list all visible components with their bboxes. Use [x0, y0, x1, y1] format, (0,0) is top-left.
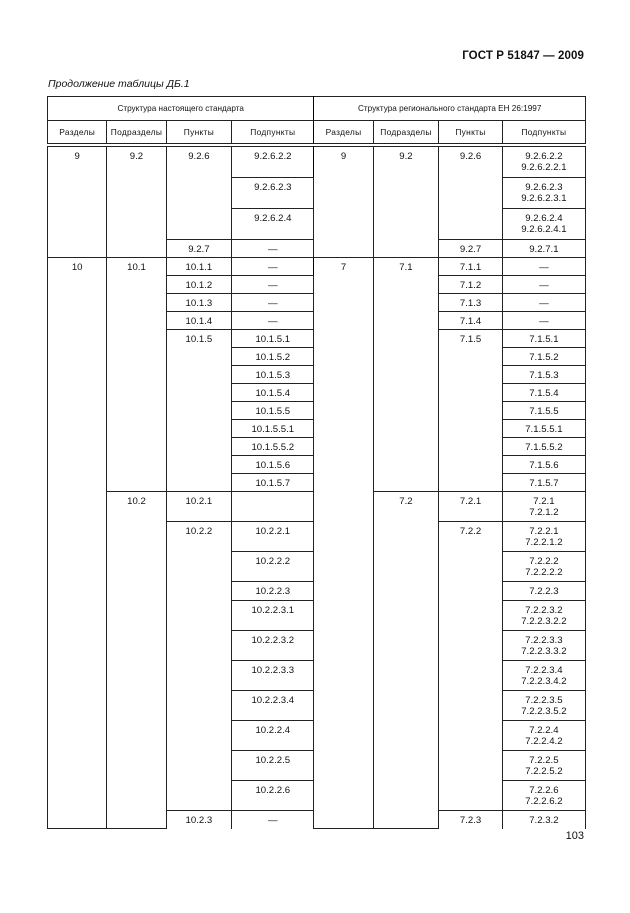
- subclause-cell: 10.2.2.6: [232, 781, 314, 811]
- subclause-cell: 10.1.5.5.2: [232, 438, 314, 456]
- section-cell: 10: [48, 258, 107, 829]
- clause-cell: 7.1.3: [439, 294, 502, 312]
- subclause-cell: [502, 178, 585, 209]
- subsection-cell: 10.2: [107, 492, 166, 829]
- column-header-row: [48, 121, 586, 144]
- subclause-cell: [502, 691, 585, 721]
- col-header: Подпункты: [502, 121, 585, 144]
- subclause-cell: 7.1.5.7: [502, 474, 585, 492]
- clause-cell: 9.2.6: [166, 147, 232, 240]
- subclause-line: 7.2.2.3.3: [525, 635, 563, 646]
- subclause-line: 7.2.2.2.2: [525, 567, 563, 578]
- subclause-line: 7.2.2.2: [529, 556, 559, 567]
- subclause-line: 7.2.2.3.2.2: [521, 616, 567, 627]
- subclause-cell: 10.2.2.2: [232, 552, 314, 582]
- col-header: Пункты: [439, 121, 502, 144]
- clause-cell: 9.2.6: [439, 147, 502, 240]
- subclause-cell: 10.2.2.1: [232, 522, 314, 552]
- subclause-line: 7.2.2.3.5: [525, 695, 563, 706]
- subclause-cell: 9.2.6.2.4: [232, 209, 314, 240]
- subclause-cell: [502, 631, 585, 661]
- subsection-cell: 10.1: [107, 258, 166, 492]
- subclause-line: 9.2.6.2.4: [525, 213, 563, 224]
- subclause-line: 7.2.2.6: [529, 785, 559, 796]
- subclause-cell: 10.2.2.3.3: [232, 661, 314, 691]
- subclause-cell: 9.2.6.2.2: [232, 147, 314, 178]
- page-number: 103: [565, 830, 584, 842]
- subclause-cell: —: [502, 312, 585, 330]
- group-header-right: Структура регионального стандарта ЕН 26:1997: [314, 97, 586, 121]
- correspondence-table: [47, 96, 586, 829]
- subclause-cell: 10.2.2.3.4: [232, 691, 314, 721]
- subclause-cell: 7.1.5.3: [502, 366, 585, 384]
- subsection-cell: 9.2: [373, 147, 439, 258]
- clause-cell: 10.1.5: [166, 330, 232, 492]
- subclause-cell: 7.1.5.5.2: [502, 438, 585, 456]
- subsection-cell: 9.2: [107, 147, 166, 258]
- subclause-line: 7.2.2.4.2: [525, 736, 563, 747]
- subclause-cell: 9.2.6.2.3: [232, 178, 314, 209]
- clause-cell: 7.1.5: [439, 330, 502, 492]
- subclause-cell: 10.2.2.3: [232, 582, 314, 601]
- clause-cell: 10.2.3: [166, 811, 232, 829]
- subclause-cell: —: [502, 294, 585, 312]
- subclause-line: 9.2.6.2.3.1: [521, 193, 567, 204]
- subclause-cell: —: [232, 811, 314, 829]
- clause-cell: 7.1.2: [439, 276, 502, 294]
- subclause-line: 7.2.2.1.2: [525, 537, 563, 548]
- subclause-cell: [502, 492, 585, 522]
- subclause-cell: 10.1.5.4: [232, 384, 314, 402]
- clause-cell: 7.1.1: [439, 258, 502, 276]
- col-header: Подразделы: [373, 121, 439, 144]
- clause-cell: 7.2.3: [439, 811, 502, 829]
- subclause-cell: 10.1.5.7: [232, 474, 314, 492]
- col-header: Разделы: [314, 121, 373, 144]
- subclause-cell: —: [232, 240, 314, 258]
- subclause-line: 7.2.2.3.5.2: [521, 706, 567, 717]
- subclause-line: 7.2.2.3.3.2: [521, 646, 567, 657]
- clause-cell: 9.2.7: [439, 240, 502, 258]
- subclause-cell: —: [502, 276, 585, 294]
- subclause-cell: —: [232, 276, 314, 294]
- clause-cell: 10.1.2: [166, 276, 232, 294]
- table-caption: Продолжение таблицы ДБ.1: [48, 78, 190, 90]
- subclause-line: 9.2.6.2.3: [525, 182, 563, 193]
- subclause-cell: 7.1.5.1: [502, 330, 585, 348]
- table-row: [48, 258, 586, 276]
- subsection-cell: 7.1: [373, 258, 439, 492]
- group-header-left: Структура настоящего стандарта: [48, 97, 314, 121]
- clause-cell: 10.1.3: [166, 294, 232, 312]
- clause-cell: 7.2.1: [439, 492, 502, 522]
- subclause-cell: [502, 601, 585, 631]
- subclause-cell: 10.2.2.3.1: [232, 601, 314, 631]
- subclause-cell: —: [502, 258, 585, 276]
- subclause-line: 7.2.1.2: [529, 507, 559, 518]
- subclause-line: 7.2.2.3.4: [525, 665, 563, 676]
- subclause-cell: 10.1.5.3: [232, 366, 314, 384]
- subclause-cell: 7.2.3.2: [502, 811, 585, 829]
- subclause-cell: 7.1.5.4: [502, 384, 585, 402]
- subclause-line: 7.2.2.3.2: [525, 605, 563, 616]
- subclause-cell: 10.2.2.3.2: [232, 631, 314, 661]
- subclause-cell: [502, 209, 585, 240]
- subclause-cell: —: [232, 294, 314, 312]
- subclause-cell: 7.1.5.5.1: [502, 420, 585, 438]
- subclause-cell: [232, 492, 314, 522]
- subclause-cell: 10.2.2.5: [232, 751, 314, 781]
- clause-cell: 10.2.1: [166, 492, 232, 522]
- col-header: Подразделы: [107, 121, 166, 144]
- subclause-line: 7.2.1: [533, 496, 555, 507]
- subclause-cell: 7.1.5.5: [502, 402, 585, 420]
- subclause-cell: 7.1.5.2: [502, 348, 585, 366]
- subclause-line: 7.2.2.6.2: [525, 796, 563, 807]
- col-header: Подпункты: [232, 121, 314, 144]
- subclause-cell: [502, 781, 585, 811]
- subsection-cell: 7.2: [373, 492, 439, 829]
- subclause-cell: 7.1.5.6: [502, 456, 585, 474]
- section-cell: 7: [314, 258, 373, 829]
- standard-header: ГОСТ Р 51847 — 2009: [462, 50, 584, 62]
- subclause-cell: [502, 147, 585, 178]
- clause-cell: 10.1.4: [166, 312, 232, 330]
- col-header: Пункты: [166, 121, 232, 144]
- subclause-line: 9.2.6.2.2.1: [521, 162, 567, 173]
- clause-cell: 10.1.1: [166, 258, 232, 276]
- subclause-cell: —: [232, 312, 314, 330]
- subclause-cell: —: [232, 258, 314, 276]
- group-header-row: [48, 97, 586, 121]
- clause-cell: 7.1.4: [439, 312, 502, 330]
- table-row: [48, 147, 586, 178]
- subclause-cell: 10.1.5.2: [232, 348, 314, 366]
- clause-cell: 10.2.2: [166, 522, 232, 811]
- section-cell: 9: [314, 147, 373, 258]
- subclause-line: 7.2.2.5.2: [525, 766, 563, 777]
- subclause-cell: [502, 661, 585, 691]
- subclause-cell: [502, 721, 585, 751]
- subclause-cell: 10.1.5.5: [232, 402, 314, 420]
- section-cell: 9: [48, 147, 107, 258]
- subclause-line: 7.2.2.4: [529, 725, 559, 736]
- subclause-cell: 10.1.5.6: [232, 456, 314, 474]
- clause-cell: 9.2.7: [166, 240, 232, 258]
- subclause-cell: 9.2.7.1: [502, 240, 585, 258]
- subclause-cell: 10.2.2.4: [232, 721, 314, 751]
- subclause-cell: [502, 522, 585, 552]
- subclause-cell: 10.1.5.1: [232, 330, 314, 348]
- subclause-line: 7.2.2.1: [529, 526, 559, 537]
- subclause-line: 9.2.6.2.4.1: [521, 224, 567, 235]
- subclause-line: 7.2.2.3.4.2: [521, 676, 567, 687]
- subclause-cell: [502, 552, 585, 582]
- subclause-line: 7.2.2.5: [529, 755, 559, 766]
- subclause-line: 9.2.6.2.2: [525, 151, 563, 162]
- col-header: Разделы: [48, 121, 107, 144]
- subclause-cell: 10.1.5.5.1: [232, 420, 314, 438]
- clause-cell: 7.2.2: [439, 522, 502, 811]
- subclause-cell: 7.2.2.3: [502, 582, 585, 601]
- subclause-cell: [502, 751, 585, 781]
